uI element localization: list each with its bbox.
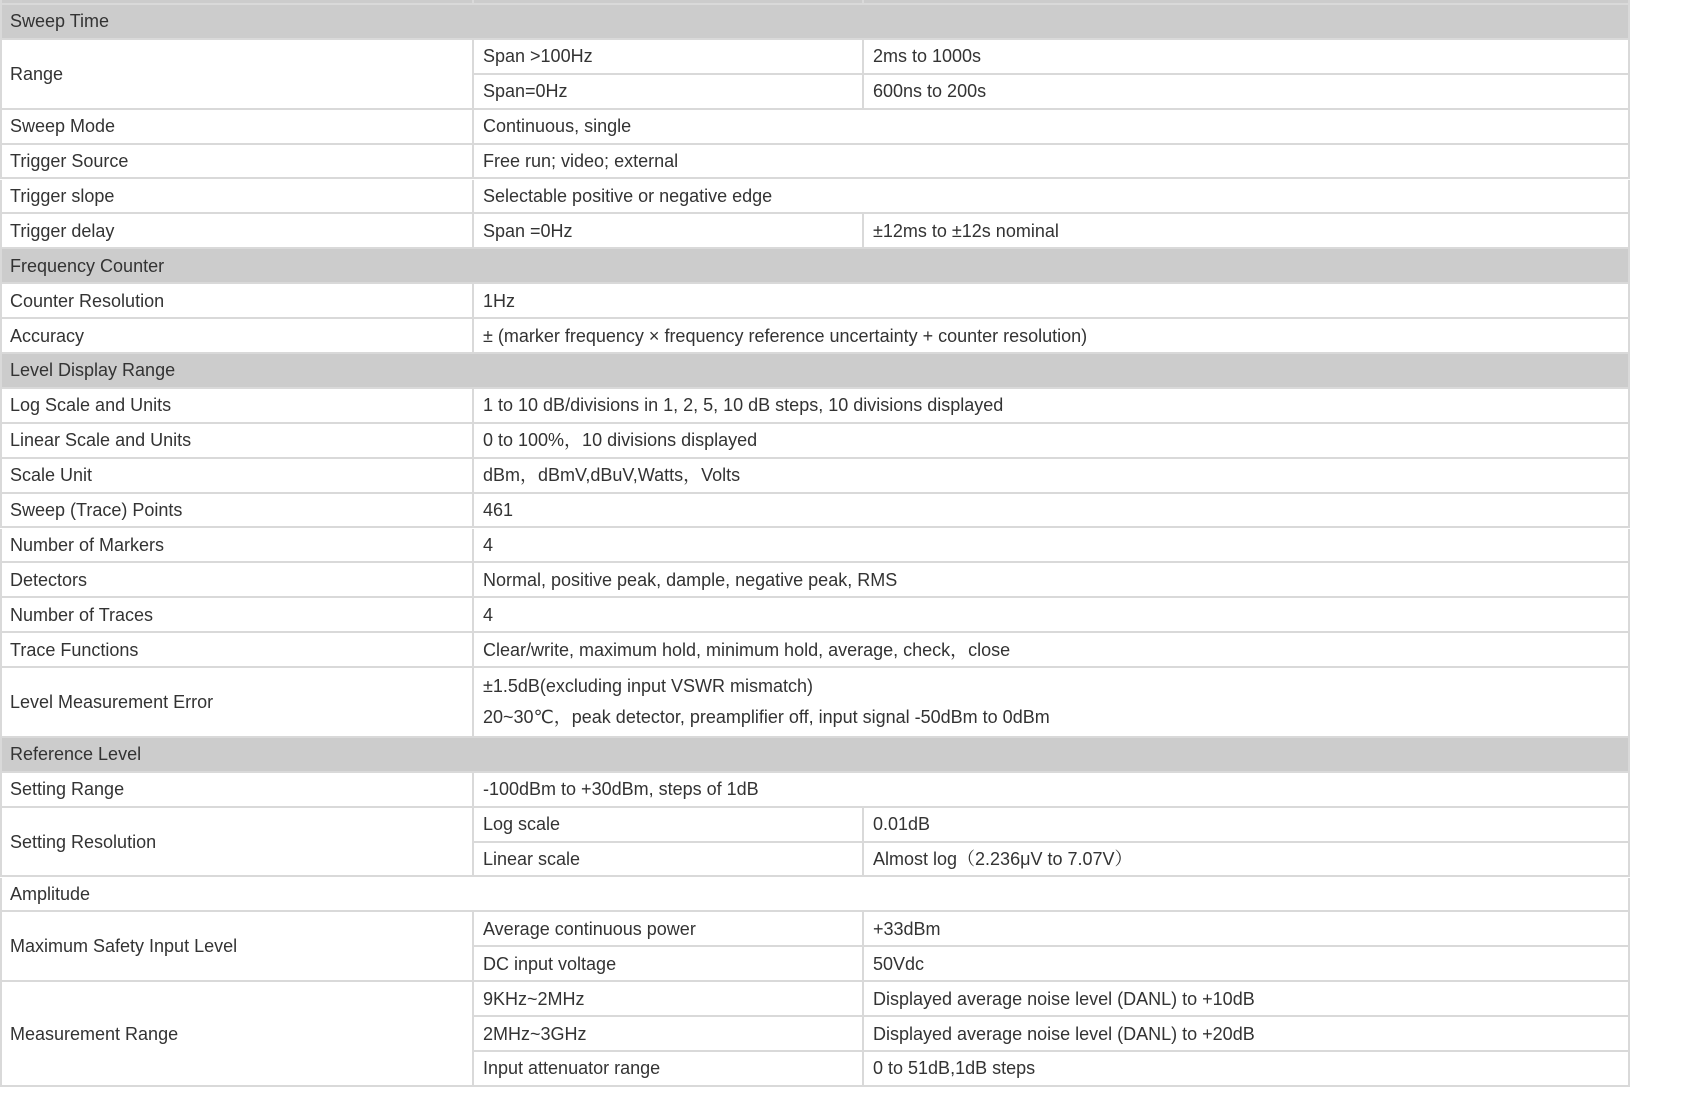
param-label: Setting Range [0,773,474,808]
table-row [0,319,1683,354]
table-row [0,773,1683,808]
table-row [0,494,1683,529]
param-value: Continuous, single [474,110,1630,145]
section-row [0,878,1683,913]
param-label: Number of Markers [0,529,474,564]
condition-label: 9KHz~2MHz [474,982,864,1017]
section-row [0,738,1683,773]
table-row [0,284,1683,319]
param-value: 4 [474,598,1630,633]
param-label: Measurement Range [0,982,474,1087]
param-label: Range [0,40,474,110]
section-header-frequency-counter: Frequency Counter [0,249,1630,284]
table-row [0,40,1683,110]
table-row [0,459,1683,494]
param-value-multiline [474,668,1630,738]
param-value: 1 to 10 dB/divisions in 1, 2, 5, 10 dB steps, 10 divisions displayed [474,389,1630,424]
condition-label: Span >100Hz [474,40,864,75]
param-value: Free run; video; external [474,145,1630,180]
param-value: 0.01dB [864,808,1630,843]
section-header-sweep-time: Sweep Time [0,5,1630,40]
param-label: Number of Traces [0,598,474,633]
param-label: Counter Resolution [0,284,474,319]
param-value: 600ns to 200s [864,75,1630,110]
condition-label: Span =0Hz [474,214,864,249]
param-label: Log Scale and Units [0,389,474,424]
param-value: Selectable positive or negative edge [474,180,1630,215]
param-label: Trigger slope [0,180,474,215]
param-value: Displayed average noise level (DANL) to +20dB [864,1017,1630,1052]
param-value: Almost log（2.236μV to 7.07V） [864,843,1630,878]
param-label: Sweep Mode [0,110,474,145]
table-row [0,808,1683,878]
condition-label: Log scale [474,808,864,843]
param-value: +33dBm [864,912,1630,947]
param-value: 461 [474,494,1630,529]
condition-label: Span=0Hz [474,75,864,110]
section-header-level-display-range: Level Display Range [0,354,1630,389]
condition-label: Average continuous power [474,912,864,947]
param-value: -100dBm to +30dBm, steps of 1dB [474,773,1630,808]
section-row [0,249,1683,284]
table-row [0,389,1683,424]
param-value: 50Vdc [864,947,1630,982]
param-label: Setting Resolution [0,808,474,878]
param-label: Trigger delay [0,214,474,249]
param-value: 1Hz [474,284,1630,319]
value-line: ±1.5dB(excluding input VSWR mismatch) [483,676,814,697]
param-label: Level Measurement Error [0,668,474,738]
param-value: Normal, positive peak, dample, negative peak, RMS [474,563,1630,598]
param-value: 2ms to 1000s [864,40,1630,75]
param-label: Linear Scale and Units [0,424,474,459]
table-row [0,145,1683,180]
condition-label: 2MHz~3GHz [474,1017,864,1052]
param-value: Displayed average noise level (DANL) to +10dB [864,982,1630,1017]
section-row [0,354,1683,389]
param-value: 0 to 100%，10 divisions displayed [474,424,1630,459]
section-row [0,5,1683,40]
table-row [0,529,1683,564]
param-label: Maximum Safety Input Level [0,912,474,982]
param-label: Sweep (Trace) Points [0,494,474,529]
condition-label: DC input voltage [474,947,864,982]
param-label: Accuracy [0,319,474,354]
condition-label: Linear scale [474,843,864,878]
param-value: dBm，dBmV,dBuV,Watts，Volts [474,459,1630,494]
param-value: 4 [474,529,1630,564]
param-label: Trigger Source [0,145,474,180]
condition-label: Input attenuator range [474,1052,864,1087]
param-label: Detectors [0,563,474,598]
param-value: 0 to 51dB,1dB steps [864,1052,1630,1087]
table-row [0,180,1683,215]
table-row [0,110,1683,145]
table-row [0,633,1683,668]
table-row [0,598,1683,633]
param-label: Trace Functions [0,633,474,668]
table-row [0,668,1683,738]
param-value: ± (marker frequency × frequency reference uncertainty + counter resolution) [474,319,1630,354]
value-line: 20~30℃，peak detector, preamplifier off, input signal -50dBm to 0dBm [483,707,1050,728]
table-row [0,982,1683,1087]
section-header-reference-level: Reference Level [0,738,1630,773]
param-value: ±12ms to ±12s nominal [864,214,1630,249]
table-row [0,424,1683,459]
table-row [0,912,1683,982]
param-label: Scale Unit [0,459,474,494]
param-value: Clear/write, maximum hold, minimum hold, average, check，close [474,633,1630,668]
section-header-amplitude: Amplitude [0,878,1630,913]
table-row [0,214,1683,249]
table-row [0,563,1683,598]
